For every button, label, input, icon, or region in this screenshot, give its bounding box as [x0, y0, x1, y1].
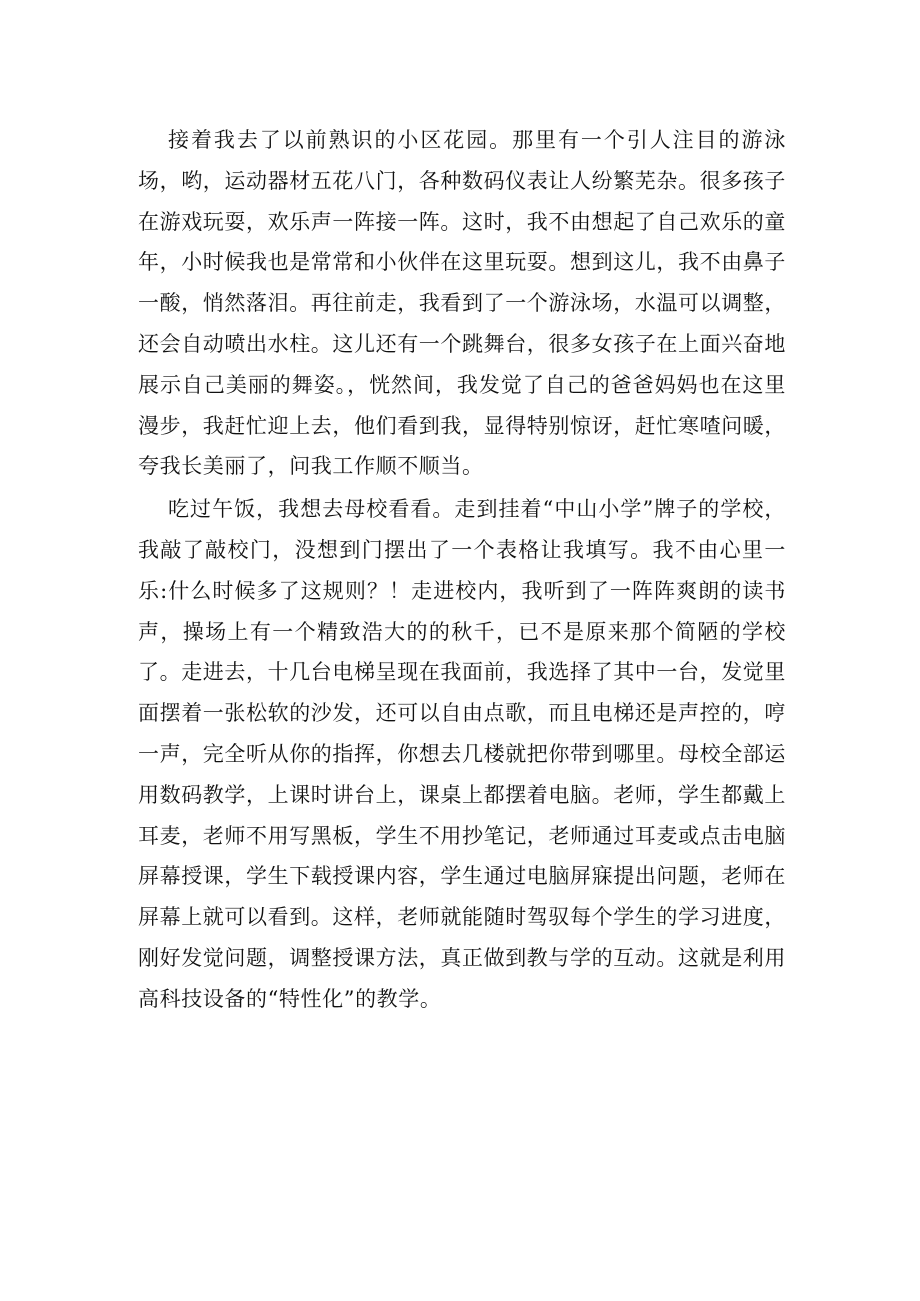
document-body — [138, 120, 786, 1020]
paragraph-garden-visit: 接着我去了以前熟识的小区花园。那里有一个引人注目的游泳场，哟，运动器材五花八门，各种数码仪表让人纷繁芜杂。很多孩子在游戏玩耍，欢乐声一阵接一阵。这时，我不由想起了自己欢乐的童年，小时候我也是常常和小伙伴在这里玩耍。想到这儿，我不由鼻子一酸，悄然落泪。再往前走，我看到了一个游泳场，水温可以调整，还会自动喷出水柱。这儿还有一个跳舞台，很多女孩子在上面兴奋地展示自己美丽的舞姿。，恍然间，我发觉了自己的爸爸妈妈也在这里漫步，我赶忙迎上去，他们看到我，显得特别惊讶，赶忙寒喳问暖，夸我长美丽了，问我工作顺不顺当。 — [138, 128, 786, 479]
paragraph-school-visit: 吃过午饭，我想去母校看看。走到挂着“中山小学”牌子的学校，我敲了敲校门，没想到门摆出了一个表格让我填写。我不由心里一乐:什么时候多了这规则？！走进校内，我听到了一阵阵爽朗的读书声，操场上有一个精致浩大的的秋千，已不是原来那个简陋的学校了。走进去，十几台电梯呈现在我面前，我选择了其中一台，发觉里面摆着一张松软的沙发，还可以自由点歌，而且电梯还是声控的，哼一声，完全听从你的指挥，你想去几楼就把你带到哪里。母校全部运用数码教学，上课时讲台上，课桌上都摆着电脑。老师，学生都戴上耳麦，老师不用写黑板，学生不用抄笔记，老师通过耳麦或点击电脑屏幕授课，学生下载授课内容，学生通过电脑屏寐提出问题，老师在屏幕上就可以看到。这样，老师就能随时驾驭每个学生的学习进度，刚好发觉问题，调整授课方法，真正做到教与学的互动。这就是利用高科技设备的“特性化”的教学。 — [138, 497, 786, 1011]
